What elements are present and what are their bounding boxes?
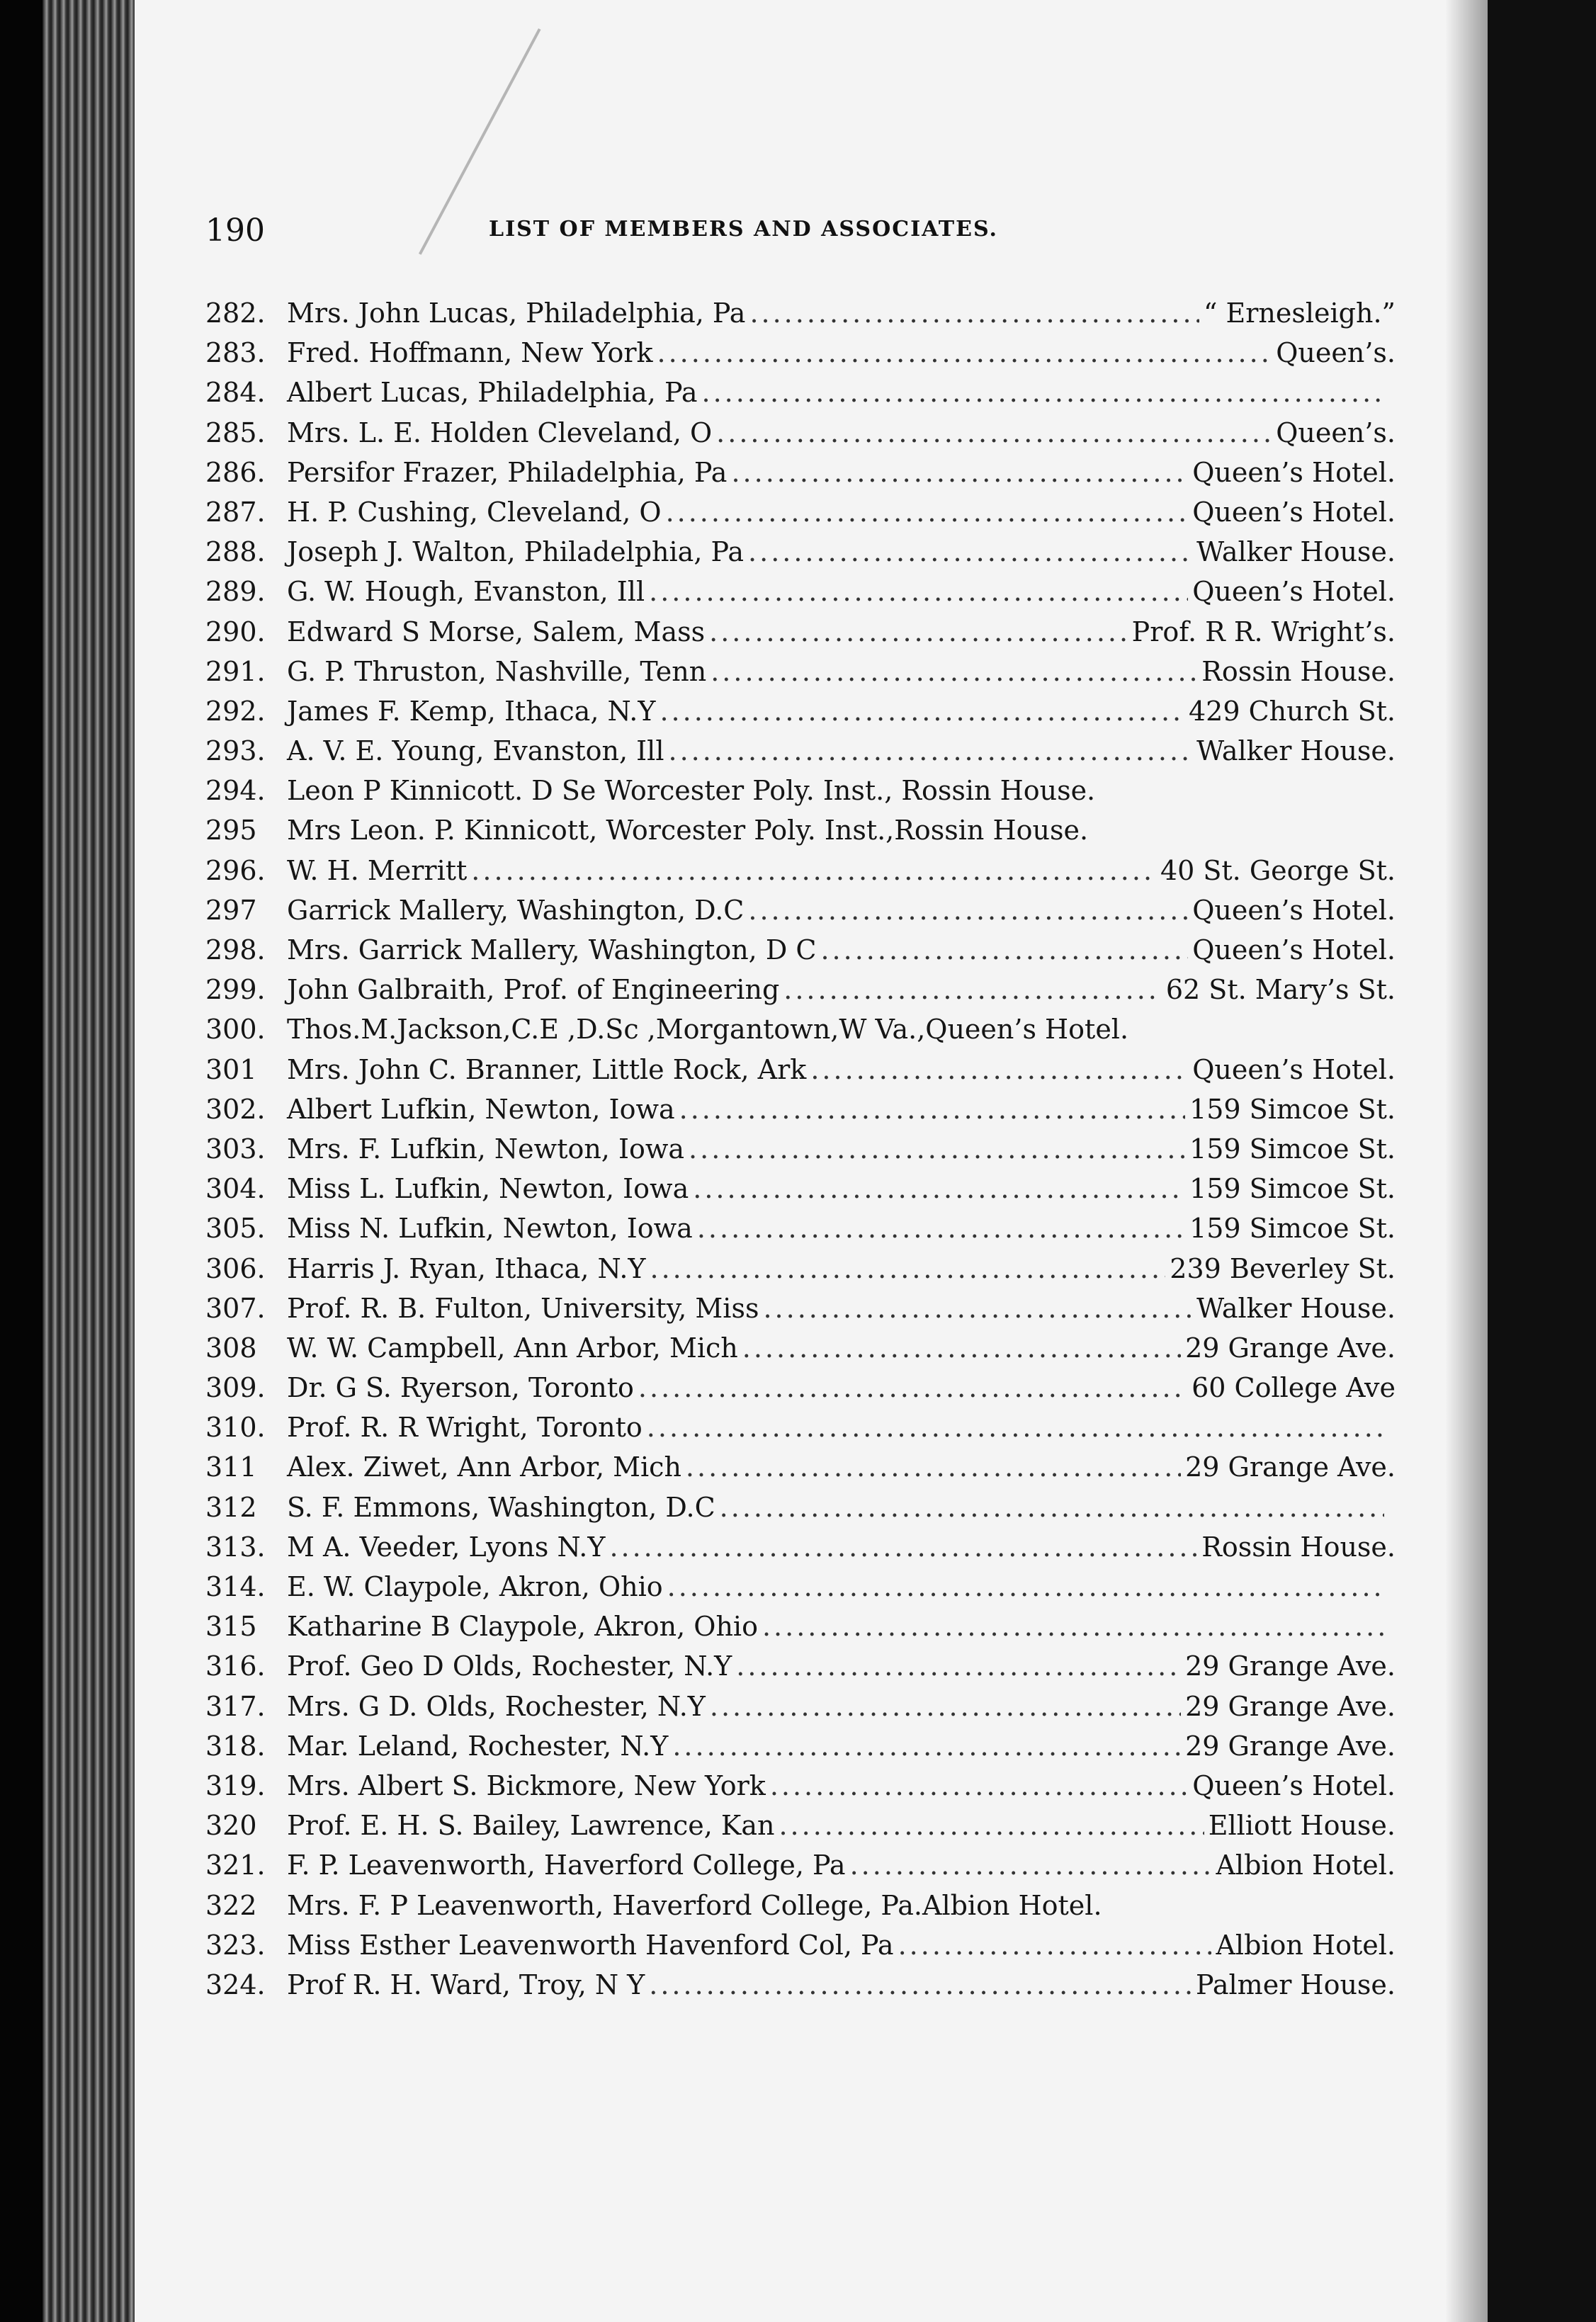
entry-number: 303. xyxy=(205,1133,266,1165)
dot-leader xyxy=(672,1731,1181,1762)
entry-residence: 40 St. George St. xyxy=(1160,854,1396,886)
list-item xyxy=(205,1293,1396,1332)
entry-number: 320 xyxy=(205,1810,257,1842)
dot-leader xyxy=(748,536,1192,567)
entry-name: E. W. Claypole, Akron, Ohio xyxy=(287,1571,663,1602)
dot-leader xyxy=(649,1969,1192,2000)
entry-residence: 29 Grange Ave. xyxy=(1185,1690,1396,1722)
book-binding-shadow xyxy=(0,0,43,2322)
list-item xyxy=(205,1094,1396,1133)
list-item xyxy=(205,497,1396,536)
entry-residence: 29 Grange Ave. xyxy=(1185,1650,1396,1682)
scan-background-right xyxy=(1488,0,1596,2322)
list-item xyxy=(205,895,1396,934)
entry-number: 283. xyxy=(205,337,266,369)
entry-number: 284. xyxy=(205,377,266,409)
list-item xyxy=(205,974,1396,1014)
entry-number: 323. xyxy=(205,1929,266,1961)
entry-number: 285. xyxy=(205,417,266,448)
entry-number: 306. xyxy=(205,1252,266,1284)
list-item xyxy=(205,1451,1396,1491)
list-item xyxy=(205,1850,1396,1889)
entry-name: John Galbraith, Prof. of Engineering xyxy=(287,974,780,1006)
list-item xyxy=(205,934,1396,974)
entry-residence: Queen’s Hotel. xyxy=(1192,1053,1396,1085)
entry-residence: 29 Grange Ave. xyxy=(1185,1730,1396,1762)
entry-name: Miss Esther Leavenworth Havenford Col, Pa xyxy=(287,1929,894,1961)
entry-residence: 159 Simcoe St. xyxy=(1189,1173,1396,1205)
dot-leader xyxy=(770,1770,1188,1801)
entry-number: 286. xyxy=(205,456,266,488)
entry-residence: “ Ernesleigh.” xyxy=(1204,298,1396,329)
dot-leader xyxy=(710,1691,1181,1722)
page-number: 190 xyxy=(205,213,265,249)
entry-number: 309. xyxy=(205,1372,266,1404)
list-item xyxy=(205,1213,1396,1252)
list-item xyxy=(205,1611,1396,1650)
dot-leader xyxy=(779,1810,1204,1841)
list-item xyxy=(205,536,1396,576)
entry-name: W. H. Merritt xyxy=(287,854,468,886)
dot-leader xyxy=(749,298,1199,329)
entry-number: 311 xyxy=(205,1451,257,1483)
dot-leader xyxy=(820,934,1188,965)
dot-leader xyxy=(898,1930,1212,1961)
entry-residence: Albion Hotel. xyxy=(1216,1850,1396,1881)
dot-leader xyxy=(667,1571,1384,1602)
list-item xyxy=(205,337,1396,377)
dot-leader xyxy=(657,337,1272,368)
entry-number: 319. xyxy=(205,1769,266,1801)
list-item xyxy=(205,1372,1396,1412)
entry-name: Mrs. F. P Leavenworth, Haverford College, Pa.Albion Hotel. xyxy=(287,1889,1102,1921)
entry-residence: Queen’s Hotel. xyxy=(1192,894,1396,926)
entry-number: 287. xyxy=(205,496,266,528)
entry-name: Mar. Leland, Rochester, N.Y xyxy=(287,1730,669,1762)
entry-number: 290. xyxy=(205,616,266,647)
list-item xyxy=(205,1412,1396,1451)
entry-name: Albert Lucas, Philadelphia, Pa xyxy=(287,377,698,409)
dot-leader xyxy=(609,1531,1197,1563)
entry-name: Persifor Frazer, Philadelphia, Pa xyxy=(287,456,728,488)
dot-leader xyxy=(471,855,1156,886)
entry-name: Alex. Ziwet, Ann Arbor, Mich xyxy=(287,1451,681,1483)
entry-name: Mrs. L. E. Holden Cleveland, O xyxy=(287,417,713,448)
dot-leader xyxy=(668,735,1192,766)
entry-residence: Rossin House. xyxy=(1201,1531,1396,1563)
entry-name: James F. Kemp, Ithaca, N.Y xyxy=(287,695,656,727)
entry-name: Mrs. John Lucas, Philadelphia, Pa xyxy=(287,298,746,329)
dot-leader xyxy=(689,1133,1185,1165)
dot-leader xyxy=(716,417,1272,448)
list-item xyxy=(205,1492,1396,1531)
entry-residence: 159 Simcoe St. xyxy=(1189,1093,1396,1125)
dot-leader xyxy=(649,576,1188,607)
entry-residence: Walker House. xyxy=(1196,536,1396,568)
list-item xyxy=(205,1930,1396,1969)
dot-leader xyxy=(693,1173,1185,1204)
entry-residence: Elliott House. xyxy=(1208,1810,1396,1842)
dot-leader xyxy=(679,1094,1185,1125)
entry-residence: Walker House. xyxy=(1196,1292,1396,1324)
entry-number: 308 xyxy=(205,1332,257,1364)
entry-name: Joseph J. Walton, Philadelphia, Pa xyxy=(287,536,745,568)
entry-name: Katharine B Claypole, Akron, Ohio xyxy=(287,1611,758,1643)
entry-residence: Prof. R R. Wright’s. xyxy=(1131,616,1396,647)
dot-leader xyxy=(638,1372,1187,1403)
entry-residence: Queen’s Hotel. xyxy=(1192,496,1396,528)
entry-name: G. W. Hough, Evanston, Ill xyxy=(287,576,645,608)
dot-leader xyxy=(686,1451,1181,1483)
entry-number: 321. xyxy=(205,1850,266,1881)
entry-residence: 62 St. Mary’s St. xyxy=(1165,974,1396,1006)
entry-residence: Queen’s Hotel. xyxy=(1192,456,1396,488)
entry-number: 294. xyxy=(205,775,266,807)
entry-number: 291. xyxy=(205,655,266,687)
dot-leader xyxy=(650,1253,1166,1284)
entry-name: Mrs. Albert S. Bickmore, New York xyxy=(287,1769,766,1801)
entry-residence: 29 Grange Ave. xyxy=(1185,1451,1396,1483)
entry-name: Miss L. Lufkin, Newton, Iowa xyxy=(287,1173,689,1205)
entry-name: Harris J. Ryan, Ithaca, N.Y xyxy=(287,1252,646,1284)
entry-number: 301 xyxy=(205,1053,257,1085)
list-item xyxy=(205,1571,1396,1611)
list-item xyxy=(205,1731,1396,1770)
dot-leader xyxy=(709,616,1128,647)
dot-leader xyxy=(720,1492,1384,1523)
entry-name: A. V. E. Young, Evanston, Ill xyxy=(287,735,664,767)
list-item xyxy=(205,1691,1396,1731)
dot-leader xyxy=(647,1412,1384,1443)
dot-leader xyxy=(742,1332,1181,1364)
dot-leader xyxy=(763,1293,1192,1324)
entry-name: Prof. Geo D Olds, Rochester, N.Y xyxy=(287,1650,732,1682)
list-item xyxy=(205,1173,1396,1213)
entry-name: Miss N. Lufkin, Newton, Iowa xyxy=(287,1213,693,1245)
list-item xyxy=(205,417,1396,457)
entry-name: Mrs. F. Lufkin, Newton, Iowa xyxy=(287,1133,685,1165)
dot-leader xyxy=(810,1054,1188,1085)
entry-residence: 159 Simcoe St. xyxy=(1189,1213,1396,1245)
entry-name: Garrick Mallery, Washington, D.C xyxy=(287,894,745,926)
entry-residence: Palmer House. xyxy=(1196,1969,1396,2000)
list-item xyxy=(205,696,1396,735)
list-item xyxy=(205,656,1396,696)
entry-number: 318. xyxy=(205,1730,266,1762)
entry-name: G. P. Thruston, Nashville, Tenn xyxy=(287,655,707,687)
list-item xyxy=(205,298,1396,337)
entry-residence: Rossin House. xyxy=(1201,655,1396,687)
list-item xyxy=(205,616,1396,656)
dot-leader xyxy=(666,497,1189,528)
entry-name: Mrs Leon. P. Kinnicott, Worcester Poly. Inst.,Rossin House. xyxy=(287,815,1089,846)
entry-number: 314. xyxy=(205,1571,266,1602)
page-header xyxy=(205,213,1339,255)
entry-residence: Albion Hotel. xyxy=(1216,1929,1396,1961)
list-item xyxy=(205,1969,1396,2009)
entry-name: Mrs. Garrick Mallery, Washington, D C xyxy=(287,934,817,965)
list-item xyxy=(205,855,1396,895)
entry-number: 299. xyxy=(205,974,266,1006)
entry-name: Edward S Morse, Salem, Mass xyxy=(287,616,706,647)
list-item xyxy=(205,735,1396,775)
entry-number: 297 xyxy=(205,894,257,926)
entry-residence: Queen’s. xyxy=(1276,337,1396,369)
entry-name: Mrs. G D. Olds, Rochester, N.Y xyxy=(287,1690,706,1722)
entry-name: W. W. Campbell, Ann Arbor, Mich xyxy=(287,1332,738,1364)
dot-leader xyxy=(850,1850,1212,1881)
entry-name: F. P. Leavenworth, Haverford College, Pa xyxy=(287,1850,846,1881)
dot-leader xyxy=(660,696,1184,727)
entry-name: Albert Lufkin, Newton, Iowa xyxy=(287,1093,675,1125)
list-item xyxy=(205,1332,1396,1372)
entry-number: 324. xyxy=(205,1969,266,2000)
dot-leader xyxy=(701,377,1384,408)
page-gutter-shadow xyxy=(1445,0,1488,2322)
entry-number: 282. xyxy=(205,298,266,329)
list-item xyxy=(205,1133,1396,1173)
dot-leader xyxy=(783,974,1162,1005)
entry-name: Prof. E. H. S. Bailey, Lawrence, Kan xyxy=(287,1810,775,1842)
list-item xyxy=(205,1890,1396,1930)
entry-number: 288. xyxy=(205,536,266,568)
entry-residence: Queen’s Hotel. xyxy=(1192,576,1396,608)
dot-leader xyxy=(762,1611,1384,1642)
entry-name: Prof. R. R Wright, Toronto xyxy=(287,1412,643,1444)
list-item xyxy=(205,815,1396,854)
list-item xyxy=(205,457,1396,497)
entry-number: 295 xyxy=(205,815,257,846)
entry-name: Thos.M.Jackson,C.E ,D.Sc ,Morgantown,W Va.,Queen’s Hotel. xyxy=(287,1014,1129,1046)
entry-name: Mrs. John C. Branner, Little Rock, Ark xyxy=(287,1053,807,1085)
list-item xyxy=(205,775,1396,815)
entry-number: 293. xyxy=(205,735,266,767)
entry-name: Leon P Kinnicott. D Se Worcester Poly. Inst., Rossin House. xyxy=(287,775,1096,807)
entry-name: Fred. Hoffmann, New York xyxy=(287,337,653,369)
entry-residence: 239 Beverley St. xyxy=(1170,1252,1396,1284)
running-title: LIST OF MEMBERS AND ASSOCIATES. xyxy=(489,217,998,242)
entry-name: Dr. G S. Ryerson, Toronto xyxy=(287,1372,634,1404)
entry-number: 304. xyxy=(205,1173,266,1205)
list-item xyxy=(205,377,1396,417)
entry-number: 307. xyxy=(205,1292,266,1324)
entry-number: 313. xyxy=(205,1531,266,1563)
entry-number: 300. xyxy=(205,1014,266,1046)
entry-number: 305. xyxy=(205,1213,266,1245)
entry-residence: Queen’s. xyxy=(1276,417,1396,448)
list-item xyxy=(205,1531,1396,1571)
entry-number: 322 xyxy=(205,1889,257,1921)
list-item xyxy=(205,1253,1396,1293)
entry-name: S. F. Emmons, Washington, D.C xyxy=(287,1491,715,1523)
list-item xyxy=(205,1770,1396,1810)
entry-name: Prof R. H. Ward, Troy, N Y xyxy=(287,1969,645,2000)
entry-name: Prof. R. B. Fulton, University, Miss xyxy=(287,1292,759,1324)
list-item xyxy=(205,1650,1396,1690)
dot-leader xyxy=(731,457,1188,488)
entry-number: 289. xyxy=(205,576,266,608)
entry-number: 310. xyxy=(205,1412,266,1444)
entry-name: H. P. Cushing, Cleveland, O xyxy=(287,496,662,528)
entry-number: 298. xyxy=(205,934,266,965)
list-item xyxy=(205,1054,1396,1094)
entry-residence: Queen’s Hotel. xyxy=(1192,1769,1396,1801)
entry-residence: 159 Simcoe St. xyxy=(1189,1133,1396,1165)
entry-residence: Queen’s Hotel. xyxy=(1192,934,1396,965)
entry-number: 296. xyxy=(205,854,266,886)
entry-number: 302. xyxy=(205,1093,266,1125)
member-list xyxy=(205,298,1396,2009)
dot-leader xyxy=(697,1213,1185,1244)
entry-name: M A. Veeder, Lyons N.Y xyxy=(287,1531,606,1563)
entry-residence: Walker House. xyxy=(1196,735,1396,767)
entry-number: 312 xyxy=(205,1491,257,1523)
dot-leader xyxy=(748,895,1188,926)
entry-number: 315 xyxy=(205,1611,257,1643)
entry-residence: 60 College Ave xyxy=(1192,1372,1396,1404)
entry-residence: 429 Church St. xyxy=(1188,695,1396,727)
dot-leader xyxy=(711,656,1197,687)
list-item xyxy=(205,1810,1396,1850)
entry-number: 316. xyxy=(205,1650,266,1682)
list-item xyxy=(205,576,1396,616)
entry-number: 317. xyxy=(205,1690,266,1722)
dot-leader xyxy=(736,1650,1181,1682)
entry-number: 292. xyxy=(205,695,266,727)
list-item xyxy=(205,1014,1396,1053)
entry-residence: 29 Grange Ave. xyxy=(1185,1332,1396,1364)
